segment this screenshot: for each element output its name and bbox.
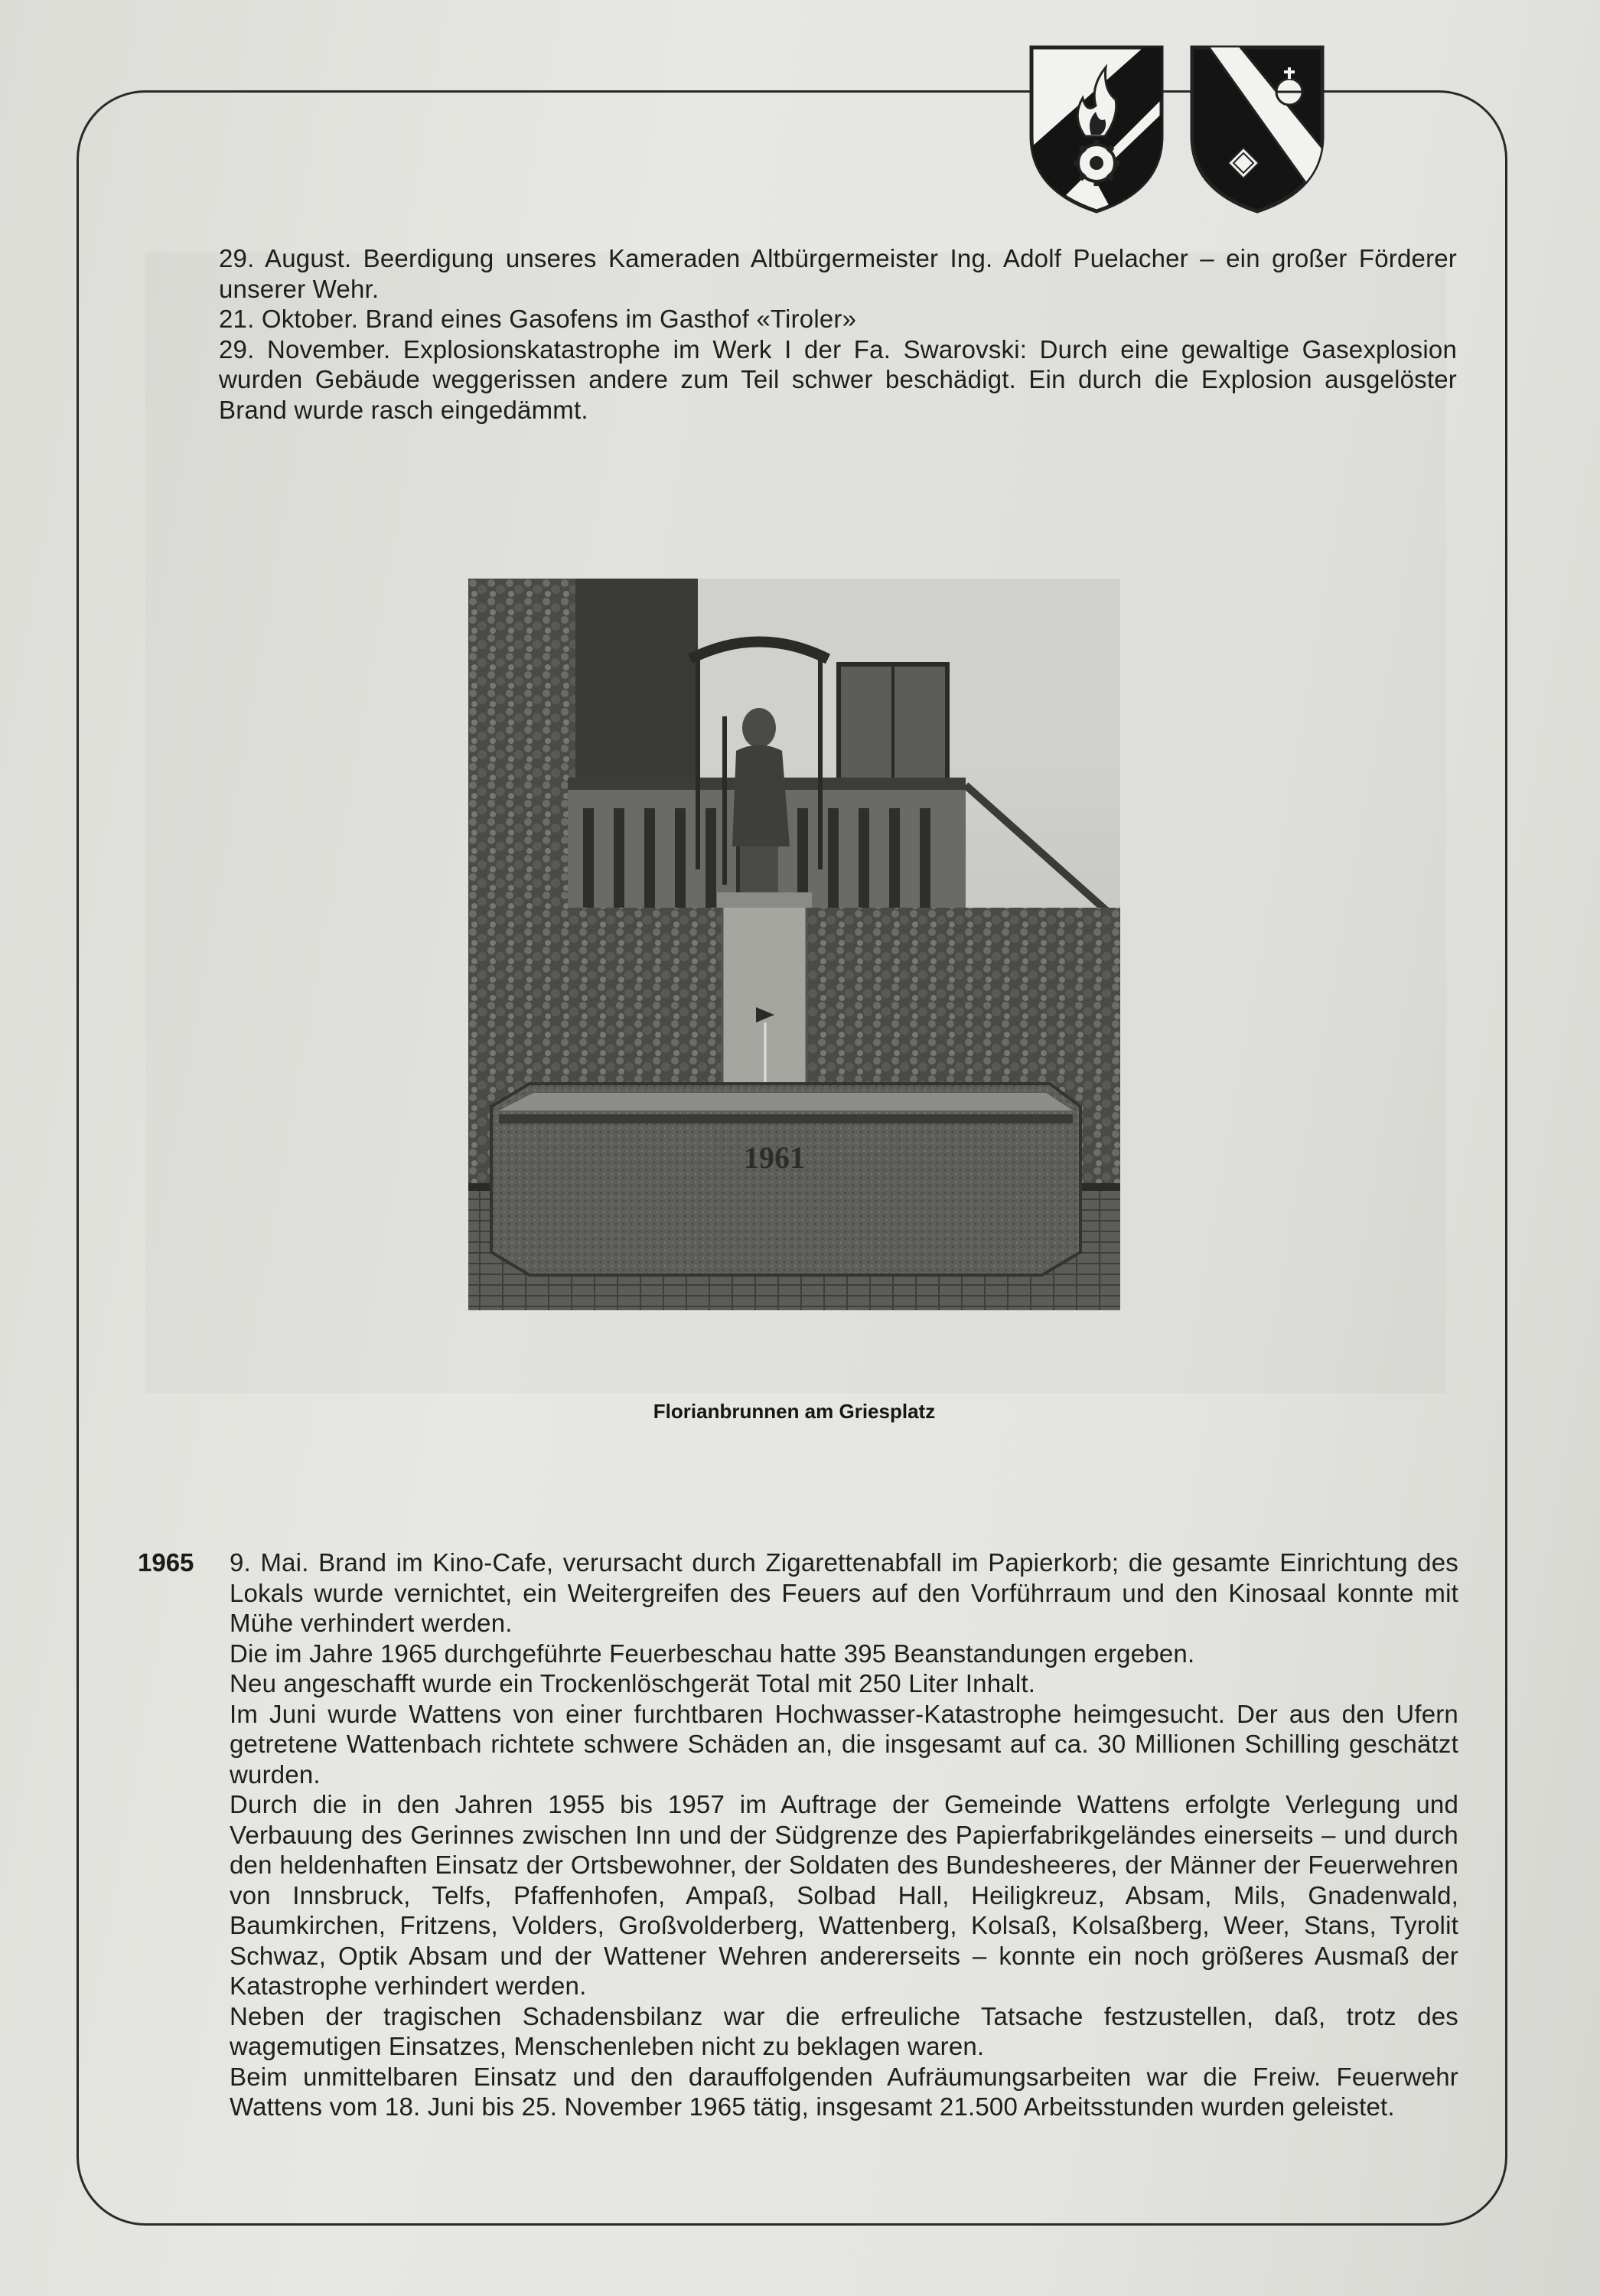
entry-november: 29. November. Explosionskatastrophe im Werk I der Fa. Swarovski: Durch eine gewaltige Gasexplosion wurden Gebäude weggerissen andere zum Teil schwer beschädigt. Ein durch die Explosion ausgelöster Brand wurde rasch eingedämmt. <box>219 334 1457 424</box>
photo-caption: Florianbrunnen am Griesplatz <box>653 1400 936 1423</box>
paragraph-arbeitsstunden: Beim unmittelbaren Einsatz und den darauffolgenden Aufräumungsarbeiten war die Freiw. Feuerwehr Wattens vom 18. Juni bis 25. November 1965 tätig, insgesamt 21.500 Arbeitsstunden wurden geleistet. <box>230 2062 1458 2121</box>
year-label: 1965 <box>138 1548 194 1577</box>
paragraph-trockenloeschgeraet: Neu angeschafft wurde ein Trockenlöschgerät Total mit 250 Liter Inhalt. <box>230 1669 1036 1698</box>
photo-florianbrunnen <box>468 579 1120 1310</box>
paragraph-hochwasser: Im Juni wurde Wattens von einer furchtbaren Hochwasser-Katastrophe heimgesucht. Der aus den Ufern getretene Wattenbach richtete schwere Schäden an, die insgesamt auf ca. 30 Millionen Schilling geschätzt wurden. <box>230 1699 1458 1789</box>
crests-header <box>1025 44 1331 220</box>
entry-august: 29. August. Beerdigung unseres Kameraden Altbürgermeister Ing. Adolf Puelacher – ein großer Förderer unserer Wehr. <box>219 244 1457 303</box>
paragraph-kino-cafe: 9. Mai. Brand im Kino-Cafe, verursacht durch Zigarettenabfall im Papierkorb; die gesamte Einrichtung des Lokals wurde vernichtet, ein Weitergreifen des Feuers auf den Vorführraum und den Kinosaal konnte mit Mühe verhindert werden. <box>230 1548 1458 1637</box>
fire-brigade-crest-icon <box>1025 44 1186 220</box>
municipal-coat-of-arms-icon <box>1192 44 1331 211</box>
paragraph-schadensbilanz: Neben der tragischen Schadensbilanz war die erfreuliche Tatsache festzustellen, daß, trotz des wagemutigen Einsatzes, Menschenleben nicht zu beklagen waren. <box>230 2001 1458 2060</box>
entry-oktober: 21. Oktober. Brand eines Gasofens im Gasthof «Tiroler» <box>219 305 857 333</box>
paragraph-verbauung: Durch die in den Jahren 1955 bis 1957 im Auftrage der Gemeinde Wattens erfolgte Verlegung und Verbauung des Gerinnes zwischen Inn und der Südgrenze des Papierfabrikgeländes einerseits – und durch den heldenhaften Einsatz der Ortsbewohner, der Soldaten des Bundesheeres, der Männer der Feuerwehren von Innsbruck, Telfs, Pfaffenhofen, Ampaß, Solbad Hall, Heiligkreuz, Absam, Mils, Gnadenwald, Baumkirchen, Fritzens, Volders, Großvolderberg, Wattenberg, Kolsaß, Kolsaßberg, Weer, Stans, Tyrolit Schwaz, Optik Absam und der Wattener Wehren andererseits – konnte ein noch größeres Ausmaß der Katastrophe verhindert werden. <box>230 1790 1458 2000</box>
paragraph-feuerbeschau: Die im Jahre 1965 durchgeführte Feuerbeschau hatte 395 Beanstandungen ergeben. <box>230 1639 1195 1668</box>
fountain-inscription: 1961 <box>744 1140 805 1175</box>
entries-1964 <box>219 243 1457 425</box>
entries-1965 <box>230 1548 1458 2122</box>
